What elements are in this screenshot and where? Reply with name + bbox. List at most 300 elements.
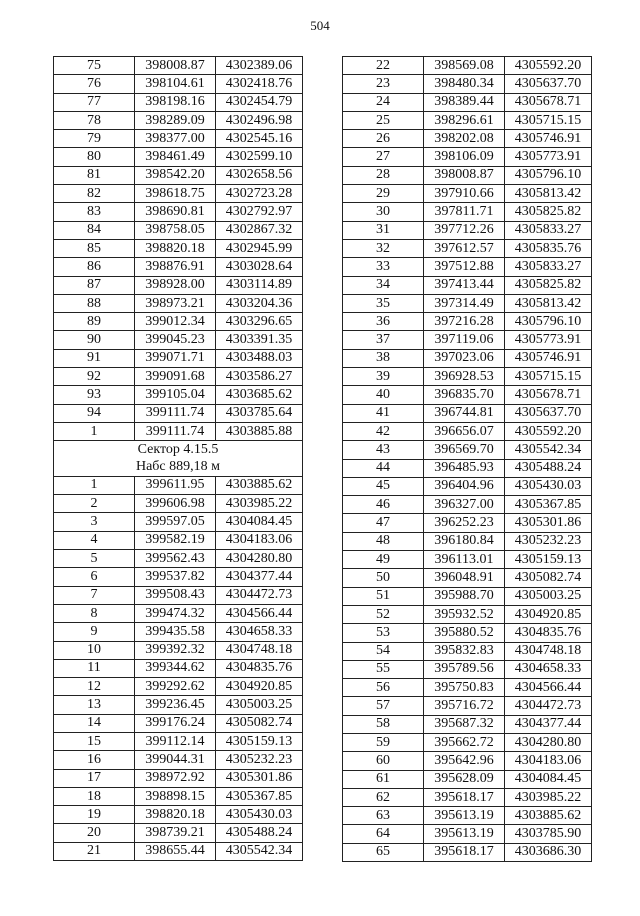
y-coordinate-cell: 4304472.73 [505, 697, 592, 715]
point-number-cell: 79 [54, 130, 135, 148]
table-row [343, 679, 592, 697]
y-coordinate-cell: 4305430.03 [505, 477, 592, 495]
table-row [54, 111, 303, 129]
table-row [343, 642, 592, 660]
point-number-cell: 18 [54, 787, 135, 805]
x-coordinate-cell: 397811.71 [424, 203, 505, 221]
section-title: Сектор 4.15.5 [54, 441, 303, 459]
table-row [54, 294, 303, 312]
point-number-cell: 4 [54, 531, 135, 549]
point-number-cell: 16 [54, 751, 135, 769]
table-row [54, 787, 303, 805]
x-coordinate-cell: 398389.44 [424, 93, 505, 111]
point-number-cell: 7 [54, 586, 135, 604]
point-number-cell: 65 [343, 843, 424, 861]
x-coordinate-cell: 396744.81 [424, 404, 505, 422]
section-subtitle: Набс 889,18 м [54, 459, 303, 477]
coordinates-table-left [53, 56, 303, 861]
y-coordinate-cell: 4303985.22 [505, 788, 592, 806]
x-coordinate-cell: 397413.44 [424, 276, 505, 294]
table-row [343, 166, 592, 184]
y-coordinate-cell: 4305003.25 [216, 696, 303, 714]
point-number-cell: 51 [343, 587, 424, 605]
table-row [343, 532, 592, 550]
point-number-cell: 54 [343, 642, 424, 660]
y-coordinate-cell: 4305367.85 [505, 496, 592, 514]
table-row [54, 513, 303, 531]
x-coordinate-cell: 398972.92 [135, 769, 216, 787]
table-row [54, 148, 303, 166]
y-coordinate-cell: 4305637.70 [505, 404, 592, 422]
y-coordinate-cell: 4305367.85 [216, 787, 303, 805]
y-coordinate-cell: 4304566.44 [505, 679, 592, 697]
y-coordinate-cell: 4305833.27 [505, 221, 592, 239]
table-row [54, 185, 303, 203]
table-row [343, 239, 592, 257]
point-number-cell: 93 [54, 386, 135, 404]
x-coordinate-cell: 398198.16 [135, 93, 216, 111]
point-number-cell: 25 [343, 111, 424, 129]
x-coordinate-cell: 397612.57 [424, 239, 505, 257]
table-row [343, 715, 592, 733]
x-coordinate-cell: 395880.52 [424, 624, 505, 642]
table-row [343, 221, 592, 239]
point-number-cell: 64 [343, 825, 424, 843]
table-row [54, 221, 303, 239]
x-coordinate-cell: 396048.91 [424, 569, 505, 587]
x-coordinate-cell: 398820.18 [135, 806, 216, 824]
y-coordinate-cell: 4305301.86 [505, 514, 592, 532]
y-coordinate-cell: 4303885.88 [216, 422, 303, 440]
y-coordinate-cell: 4303488.03 [216, 349, 303, 367]
point-number-cell: 53 [343, 624, 424, 642]
y-coordinate-cell: 4305232.23 [216, 751, 303, 769]
x-coordinate-cell: 399105.04 [135, 386, 216, 404]
point-number-cell: 52 [343, 605, 424, 623]
table-row [343, 807, 592, 825]
y-coordinate-cell: 4305082.74 [216, 714, 303, 732]
y-coordinate-cell: 4302599.10 [216, 148, 303, 166]
y-coordinate-cell: 4305678.71 [505, 93, 592, 111]
point-number-cell: 29 [343, 185, 424, 203]
table-row [343, 587, 592, 605]
y-coordinate-cell: 4304920.85 [216, 678, 303, 696]
table-row [343, 185, 592, 203]
point-number-cell: 2 [54, 495, 135, 513]
table-row [343, 660, 592, 678]
y-coordinate-cell: 4305796.10 [505, 313, 592, 331]
table-row [343, 93, 592, 111]
point-number-cell: 3 [54, 513, 135, 531]
y-coordinate-cell: 4302945.99 [216, 239, 303, 257]
table-row [54, 239, 303, 257]
table-row [54, 550, 303, 568]
point-number-cell: 5 [54, 550, 135, 568]
x-coordinate-cell: 396835.70 [424, 386, 505, 404]
x-coordinate-cell: 399176.24 [135, 714, 216, 732]
x-coordinate-cell: 399435.58 [135, 623, 216, 641]
point-number-cell: 57 [343, 697, 424, 715]
x-coordinate-cell: 399582.19 [135, 531, 216, 549]
x-coordinate-cell: 398928.00 [135, 276, 216, 294]
y-coordinate-cell: 4304920.85 [505, 605, 592, 623]
table-row [343, 130, 592, 148]
table-row [54, 751, 303, 769]
table-row [54, 386, 303, 404]
x-coordinate-cell: 397712.26 [424, 221, 505, 239]
table-row [343, 843, 592, 861]
point-number-cell: 46 [343, 496, 424, 514]
x-coordinate-cell: 396928.53 [424, 368, 505, 386]
x-coordinate-cell: 395618.17 [424, 788, 505, 806]
point-number-cell: 81 [54, 166, 135, 184]
table-row [54, 349, 303, 367]
point-number-cell: 50 [343, 569, 424, 587]
y-coordinate-cell: 4305542.34 [216, 842, 303, 860]
point-number-cell: 77 [54, 93, 135, 111]
x-coordinate-cell: 398461.49 [135, 148, 216, 166]
point-number-cell: 35 [343, 294, 424, 312]
x-coordinate-cell: 399236.45 [135, 696, 216, 714]
x-coordinate-cell: 397216.28 [424, 313, 505, 331]
point-number-cell: 39 [343, 368, 424, 386]
y-coordinate-cell: 4305773.91 [505, 148, 592, 166]
point-number-cell: 1 [54, 422, 135, 440]
point-number-cell: 24 [343, 93, 424, 111]
point-number-cell: 38 [343, 349, 424, 367]
x-coordinate-cell: 397119.06 [424, 331, 505, 349]
x-coordinate-cell: 395618.17 [424, 843, 505, 861]
point-number-cell: 36 [343, 313, 424, 331]
page-number: 504 [310, 18, 330, 33]
point-number-cell: 11 [54, 659, 135, 677]
table-row [343, 422, 592, 440]
x-coordinate-cell: 398008.87 [135, 57, 216, 75]
y-coordinate-cell: 4305159.13 [216, 732, 303, 750]
x-coordinate-cell: 395716.72 [424, 697, 505, 715]
x-coordinate-cell: 398876.91 [135, 258, 216, 276]
y-coordinate-cell: 4303686.30 [505, 843, 592, 861]
y-coordinate-cell: 4304472.73 [216, 586, 303, 604]
y-coordinate-cell: 4304183.06 [505, 752, 592, 770]
section-header-row [54, 459, 303, 477]
x-coordinate-cell: 396113.01 [424, 551, 505, 569]
y-coordinate-cell: 4304280.80 [216, 550, 303, 568]
y-coordinate-cell: 4304084.45 [216, 513, 303, 531]
point-number-cell: 82 [54, 185, 135, 203]
x-coordinate-cell: 398569.08 [424, 57, 505, 75]
point-number-cell: 75 [54, 57, 135, 75]
table-row [54, 57, 303, 75]
x-coordinate-cell: 399508.43 [135, 586, 216, 604]
table-row [54, 806, 303, 824]
point-number-cell: 92 [54, 368, 135, 386]
table-row [54, 276, 303, 294]
y-coordinate-cell: 4302418.76 [216, 75, 303, 93]
x-coordinate-cell: 399111.74 [135, 404, 216, 422]
y-coordinate-cell: 4305488.24 [505, 459, 592, 477]
point-number-cell: 63 [343, 807, 424, 825]
table-row [343, 368, 592, 386]
table-row [343, 770, 592, 788]
table-row [343, 514, 592, 532]
x-coordinate-cell: 396569.70 [424, 441, 505, 459]
x-coordinate-cell: 398739.21 [135, 824, 216, 842]
x-coordinate-cell: 396252.23 [424, 514, 505, 532]
table-row [54, 368, 303, 386]
point-number-cell: 33 [343, 258, 424, 276]
x-coordinate-cell: 398104.61 [135, 75, 216, 93]
point-number-cell: 48 [343, 532, 424, 550]
y-coordinate-cell: 4303885.62 [216, 476, 303, 494]
y-coordinate-cell: 4305488.24 [216, 824, 303, 842]
point-number-cell: 83 [54, 203, 135, 221]
table-row [343, 441, 592, 459]
x-coordinate-cell: 398898.15 [135, 787, 216, 805]
point-number-cell: 8 [54, 604, 135, 622]
table-row [343, 733, 592, 751]
y-coordinate-cell: 4302454.79 [216, 93, 303, 111]
y-coordinate-cell: 4302545.16 [216, 130, 303, 148]
y-coordinate-cell: 4302658.56 [216, 166, 303, 184]
point-number-cell: 59 [343, 733, 424, 751]
point-number-cell: 20 [54, 824, 135, 842]
x-coordinate-cell: 398973.21 [135, 294, 216, 312]
point-number-cell: 62 [343, 788, 424, 806]
y-coordinate-cell: 4303391.35 [216, 331, 303, 349]
point-number-cell: 91 [54, 349, 135, 367]
point-number-cell: 80 [54, 148, 135, 166]
point-number-cell: 84 [54, 221, 135, 239]
x-coordinate-cell: 398690.81 [135, 203, 216, 221]
table-row [343, 258, 592, 276]
point-number-cell: 61 [343, 770, 424, 788]
table-row [343, 825, 592, 843]
point-number-cell: 87 [54, 276, 135, 294]
point-number-cell: 88 [54, 294, 135, 312]
x-coordinate-cell: 398655.44 [135, 842, 216, 860]
point-number-cell: 56 [343, 679, 424, 697]
point-number-cell: 13 [54, 696, 135, 714]
x-coordinate-cell: 399111.74 [135, 422, 216, 440]
point-number-cell: 19 [54, 806, 135, 824]
y-coordinate-cell: 4302867.32 [216, 221, 303, 239]
point-number-cell: 34 [343, 276, 424, 294]
y-coordinate-cell: 4305746.91 [505, 349, 592, 367]
y-coordinate-cell: 4304566.44 [216, 604, 303, 622]
x-coordinate-cell: 399606.98 [135, 495, 216, 513]
table-row [343, 276, 592, 294]
x-coordinate-cell: 396404.96 [424, 477, 505, 495]
table-row [54, 313, 303, 331]
y-coordinate-cell: 4305835.76 [505, 239, 592, 257]
point-number-cell: 42 [343, 422, 424, 440]
point-number-cell: 9 [54, 623, 135, 641]
point-number-cell: 85 [54, 239, 135, 257]
coordinates-table-right [342, 56, 592, 862]
y-coordinate-cell: 4302723.28 [216, 185, 303, 203]
table-row [343, 349, 592, 367]
table-row [54, 404, 303, 422]
point-number-cell: 10 [54, 641, 135, 659]
y-coordinate-cell: 4303296.65 [216, 313, 303, 331]
table-row [54, 842, 303, 860]
x-coordinate-cell: 396656.07 [424, 422, 505, 440]
x-coordinate-cell: 398820.18 [135, 239, 216, 257]
y-coordinate-cell: 4304835.76 [216, 659, 303, 677]
x-coordinate-cell: 395687.32 [424, 715, 505, 733]
x-coordinate-cell: 399091.68 [135, 368, 216, 386]
table-row [54, 93, 303, 111]
table-row [54, 130, 303, 148]
y-coordinate-cell: 4305825.82 [505, 276, 592, 294]
x-coordinate-cell: 399071.71 [135, 349, 216, 367]
y-coordinate-cell: 4304658.33 [505, 660, 592, 678]
x-coordinate-cell: 399045.23 [135, 331, 216, 349]
table-row [54, 203, 303, 221]
x-coordinate-cell: 399537.82 [135, 568, 216, 586]
table-row [343, 404, 592, 422]
y-coordinate-cell: 4305592.20 [505, 422, 592, 440]
y-coordinate-cell: 4304280.80 [505, 733, 592, 751]
table-row [343, 624, 592, 642]
point-number-cell: 58 [343, 715, 424, 733]
x-coordinate-cell: 396485.93 [424, 459, 505, 477]
y-coordinate-cell: 4304183.06 [216, 531, 303, 549]
x-coordinate-cell: 399474.32 [135, 604, 216, 622]
x-coordinate-cell: 395750.83 [424, 679, 505, 697]
y-coordinate-cell: 4305833.27 [505, 258, 592, 276]
table-row [54, 714, 303, 732]
table-row [343, 294, 592, 312]
y-coordinate-cell: 4303985.22 [216, 495, 303, 513]
x-coordinate-cell: 398480.34 [424, 75, 505, 93]
table-row [54, 331, 303, 349]
x-coordinate-cell: 395628.09 [424, 770, 505, 788]
x-coordinate-cell: 398296.61 [424, 111, 505, 129]
y-coordinate-cell: 4304377.44 [216, 568, 303, 586]
x-coordinate-cell: 399597.05 [135, 513, 216, 531]
point-number-cell: 43 [343, 441, 424, 459]
x-coordinate-cell: 398542.20 [135, 166, 216, 184]
y-coordinate-cell: 4305813.42 [505, 185, 592, 203]
point-number-cell: 44 [343, 459, 424, 477]
y-coordinate-cell: 4305773.91 [505, 331, 592, 349]
y-coordinate-cell: 4303685.62 [216, 386, 303, 404]
point-number-cell: 37 [343, 331, 424, 349]
table-row [54, 604, 303, 622]
point-number-cell: 21 [54, 842, 135, 860]
y-coordinate-cell: 4302389.06 [216, 57, 303, 75]
x-coordinate-cell: 395662.72 [424, 733, 505, 751]
x-coordinate-cell: 396327.00 [424, 496, 505, 514]
table-row [343, 697, 592, 715]
table-row [54, 495, 303, 513]
x-coordinate-cell: 399044.31 [135, 751, 216, 769]
table-row [54, 659, 303, 677]
table-row [54, 623, 303, 641]
point-number-cell: 12 [54, 678, 135, 696]
x-coordinate-cell: 397512.88 [424, 258, 505, 276]
table-row [54, 824, 303, 842]
y-coordinate-cell: 4305159.13 [505, 551, 592, 569]
table-row [54, 422, 303, 440]
table-row [343, 551, 592, 569]
table-row [343, 477, 592, 495]
point-number-cell: 41 [343, 404, 424, 422]
point-number-cell: 40 [343, 386, 424, 404]
table-row [343, 752, 592, 770]
point-number-cell: 78 [54, 111, 135, 129]
point-number-cell: 89 [54, 313, 135, 331]
x-coordinate-cell: 399112.14 [135, 732, 216, 750]
table-row [343, 496, 592, 514]
x-coordinate-cell: 395642.96 [424, 752, 505, 770]
x-coordinate-cell: 395988.70 [424, 587, 505, 605]
point-number-cell: 45 [343, 477, 424, 495]
point-number-cell: 22 [343, 57, 424, 75]
y-coordinate-cell: 4305301.86 [216, 769, 303, 787]
point-number-cell: 76 [54, 75, 135, 93]
x-coordinate-cell: 398618.75 [135, 185, 216, 203]
table-row [54, 586, 303, 604]
y-coordinate-cell: 4305825.82 [505, 203, 592, 221]
y-coordinate-cell: 4304377.44 [505, 715, 592, 733]
x-coordinate-cell: 399012.34 [135, 313, 216, 331]
table-row [54, 696, 303, 714]
table-row [54, 568, 303, 586]
point-number-cell: 14 [54, 714, 135, 732]
x-coordinate-cell: 399392.32 [135, 641, 216, 659]
point-number-cell: 23 [343, 75, 424, 93]
y-coordinate-cell: 4302496.98 [216, 111, 303, 129]
y-coordinate-cell: 4305796.10 [505, 166, 592, 184]
y-coordinate-cell: 4305678.71 [505, 386, 592, 404]
y-coordinate-cell: 4305232.23 [505, 532, 592, 550]
table-row [343, 148, 592, 166]
point-number-cell: 90 [54, 331, 135, 349]
y-coordinate-cell: 4303885.62 [505, 807, 592, 825]
x-coordinate-cell: 399562.43 [135, 550, 216, 568]
point-number-cell: 26 [343, 130, 424, 148]
y-coordinate-cell: 4305430.03 [216, 806, 303, 824]
table-row [343, 75, 592, 93]
x-coordinate-cell: 399292.62 [135, 678, 216, 696]
table-row [54, 75, 303, 93]
table-row [343, 788, 592, 806]
y-coordinate-cell: 4304748.18 [505, 642, 592, 660]
y-coordinate-cell: 4305715.15 [505, 368, 592, 386]
point-number-cell: 94 [54, 404, 135, 422]
x-coordinate-cell: 399344.62 [135, 659, 216, 677]
table-row [343, 605, 592, 623]
table-row [343, 569, 592, 587]
y-coordinate-cell: 4304835.76 [505, 624, 592, 642]
table-row [343, 57, 592, 75]
x-coordinate-cell: 398008.87 [424, 166, 505, 184]
point-number-cell: 31 [343, 221, 424, 239]
point-number-cell: 17 [54, 769, 135, 787]
section-header-row [54, 441, 303, 459]
x-coordinate-cell: 395832.83 [424, 642, 505, 660]
y-coordinate-cell: 4303586.27 [216, 368, 303, 386]
point-number-cell: 15 [54, 732, 135, 750]
y-coordinate-cell: 4303785.90 [505, 825, 592, 843]
point-number-cell: 1 [54, 476, 135, 494]
y-coordinate-cell: 4303785.64 [216, 404, 303, 422]
y-coordinate-cell: 4305592.20 [505, 57, 592, 75]
table-row [343, 313, 592, 331]
